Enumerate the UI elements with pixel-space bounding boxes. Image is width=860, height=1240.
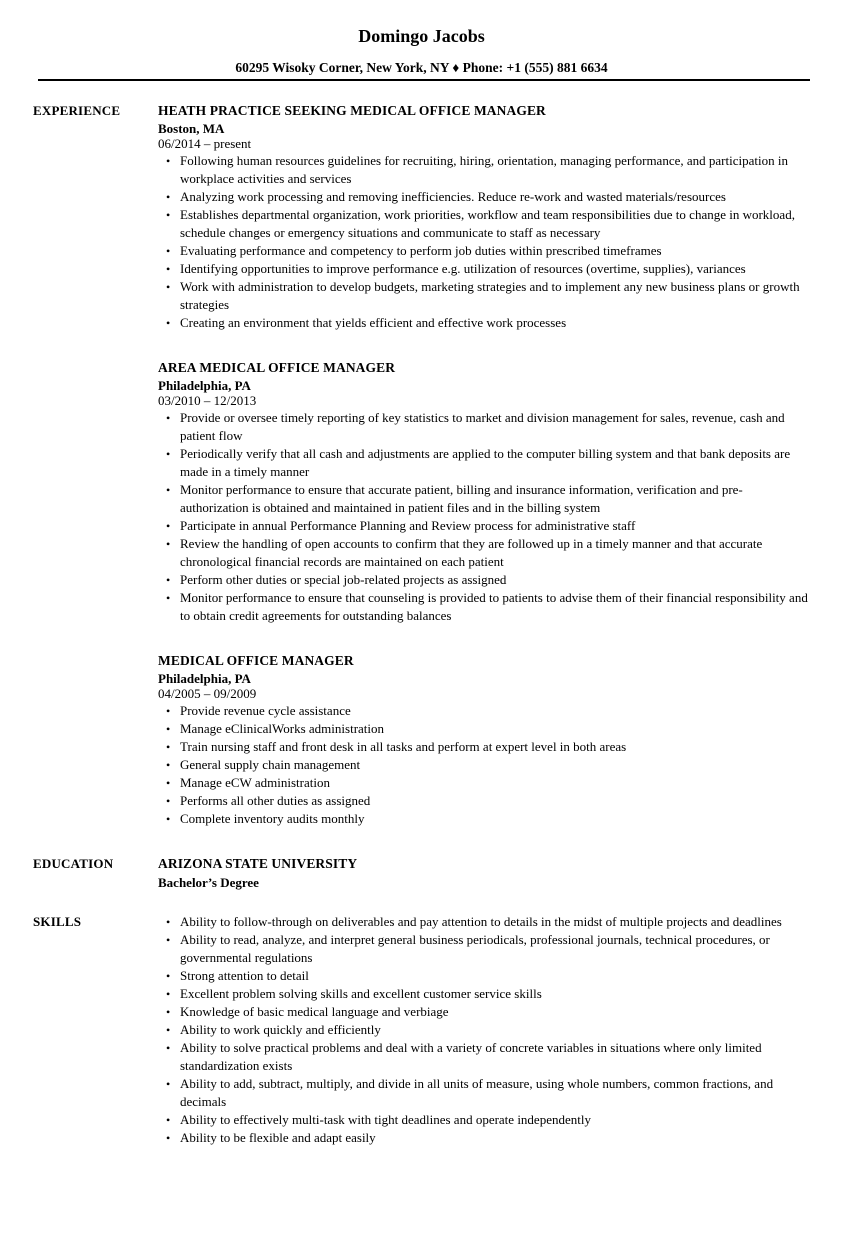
bullet-text: Provide revenue cycle assistance (180, 703, 351, 718)
bullet-text: Participate in annual Performance Planning and Review process for administrative staff (180, 518, 636, 533)
bullet-item (158, 535, 810, 571)
bullet-icon: • (166, 591, 171, 605)
bullet-text: Provide or oversee timely reporting of key statistics to market and division management for sales, revenue, cash and patient flow (180, 410, 785, 443)
bullet-icon: • (166, 262, 171, 276)
bullet-icon: • (166, 316, 171, 330)
bullet-text: Analyzing work processing and removing inefficiencies. Reduce re-work and wasted materials/resources (180, 189, 726, 204)
job-dates: 03/2010 – 12/2013 (158, 393, 257, 408)
bullet-icon: • (166, 280, 171, 294)
job-entry (158, 358, 810, 625)
bullet-item (158, 931, 810, 967)
bullet-icon: • (166, 758, 171, 772)
bullet-item (158, 445, 810, 481)
bullet-text: Ability to be flexible and adapt easily (180, 1130, 376, 1145)
bullet-icon: • (166, 1041, 171, 1055)
bullet-icon: • (166, 794, 171, 808)
bullet-text: Evaluating performance and competency to perform job duties within prescribed timeframes (180, 243, 662, 258)
bullet-item (158, 1075, 810, 1111)
bullet-item (158, 1129, 810, 1147)
candidate-name: Domingo Jacobs (358, 26, 485, 46)
job-title: AREA MEDICAL OFFICE MANAGER (158, 360, 396, 375)
bullet-item (158, 517, 810, 535)
bullet-item (158, 774, 810, 792)
bullet-item (158, 260, 810, 278)
bullet-icon: • (166, 447, 171, 461)
bullet-text: Perform other duties or special job-related projects as assigned (180, 572, 507, 587)
skills-section (33, 912, 810, 1147)
bullet-text: Manage eCW administration (180, 775, 330, 790)
bullet-icon: • (166, 519, 171, 533)
bullet-text: Identifying opportunities to improve performance e.g. utilization of resources (overtime, supplies), variances (180, 261, 746, 276)
experience-label: EXPERIENCE (33, 103, 121, 118)
education-section (33, 854, 810, 892)
job-bullet-list (158, 702, 810, 828)
bullet-icon: • (166, 740, 171, 754)
bullet-icon: • (166, 154, 171, 168)
bullet-text: Ability to add, subtract, multiply, and divide in all units of measure, using whole numbers, common fractions, and decimals (180, 1076, 774, 1109)
bullet-text: Knowledge of basic medical language and verbiage (180, 1004, 449, 1019)
bullet-text: Ability to follow-through on deliverables and pay attention to details in the midst of multiple projects and deadlines (180, 914, 782, 929)
bullet-item (158, 985, 810, 1003)
bullet-icon: • (166, 812, 171, 826)
bullet-item (158, 738, 810, 756)
bullet-item (158, 589, 810, 625)
job-dates: 06/2014 – present (158, 136, 252, 151)
bullet-item (158, 702, 810, 720)
job-location: Boston, MA (158, 121, 225, 136)
bullet-item (158, 1021, 810, 1039)
bullet-icon: • (166, 1113, 171, 1127)
bullet-text: Complete inventory audits monthly (180, 811, 365, 826)
bullet-text: Monitor performance to ensure that accurate patient, billing and insurance information, verification and pre-authorization is obtained and maintained in patient files and in the billing system (180, 482, 743, 515)
bullet-item (158, 571, 810, 589)
bullet-text: Review the handling of open accounts to confirm that they are followed up in a timely manner and that accurate chronological financial records are maintained on each patient (180, 536, 763, 569)
job-title: HEATH PRACTICE SEEKING MEDICAL OFFICE MANAGER (158, 103, 546, 118)
bullet-icon: • (166, 573, 171, 587)
bullet-text: Performs all other duties as assigned (180, 793, 371, 808)
experience-section (33, 101, 810, 828)
bullet-text: Train nursing staff and front desk in all tasks and perform at expert level in both areas (180, 739, 627, 754)
bullet-item (158, 481, 810, 517)
bullet-icon: • (166, 1077, 171, 1091)
bullet-item (158, 152, 810, 188)
bullet-text: Monitor performance to ensure that counseling is provided to patients to advise them of their financial responsibility and to obtain credit agreements for outstanding balances (180, 590, 808, 623)
job-dates: 04/2005 – 09/2009 (158, 686, 257, 701)
experience-content (158, 101, 810, 828)
contact-line: 60295 Wisoky Corner, New York, NY ♦ Phone: +1 (555) 881 6634 (235, 60, 608, 75)
bullet-icon: • (166, 483, 171, 497)
education-label: EDUCATION (33, 856, 114, 871)
bullet-text: Excellent problem solving skills and excellent customer service skills (180, 986, 542, 1001)
bullet-icon: • (166, 987, 171, 1001)
bullet-item (158, 242, 810, 260)
bullet-text: Ability to solve practical problems and deal with a variety of concrete variables in situations where only limited standardization exists (180, 1040, 762, 1073)
bullet-text: Establishes departmental organization, work priorities, workflow and team responsibilities due to change in workload, schedule changes or emergency situations and communicate to staff as necessary (180, 207, 795, 240)
bullet-item (158, 278, 810, 314)
bullet-item (158, 188, 810, 206)
bullet-icon: • (166, 722, 171, 736)
bullet-item (158, 913, 810, 931)
bullet-item (158, 409, 810, 445)
job-entry (158, 101, 810, 332)
job-title: MEDICAL OFFICE MANAGER (158, 653, 354, 668)
bullet-icon: • (166, 1023, 171, 1037)
bullet-icon: • (166, 915, 171, 929)
bullet-text: General supply chain management (180, 757, 361, 772)
bullet-icon: • (166, 208, 171, 222)
bullet-icon: • (166, 969, 171, 983)
bullet-text: Ability to work quickly and efficiently (180, 1022, 381, 1037)
header-divider (38, 79, 810, 81)
bullet-icon: • (166, 933, 171, 947)
bullet-icon: • (166, 1131, 171, 1145)
bullet-item (158, 206, 810, 242)
bullet-icon: • (166, 537, 171, 551)
job-location: Philadelphia, PA (158, 378, 251, 393)
bullet-icon: • (166, 1005, 171, 1019)
bullet-item (158, 756, 810, 774)
bullet-icon: • (166, 190, 171, 204)
job-location: Philadelphia, PA (158, 671, 251, 686)
bullet-text: Ability to effectively multi-task with tight deadlines and operate independently (180, 1112, 591, 1127)
bullet-item (158, 1039, 810, 1075)
job-bullet-list (158, 152, 810, 332)
skills-content (158, 912, 810, 1147)
bullet-item (158, 1111, 810, 1129)
bullet-item (158, 314, 810, 332)
education-school: ARIZONA STATE UNIVERSITY (158, 856, 358, 871)
bullet-text: Work with administration to develop budgets, marketing strategies and to implement any new business plans or growth strategies (180, 279, 800, 312)
bullet-icon: • (166, 411, 171, 425)
skills-bullet-list (158, 913, 810, 1147)
bullet-item (158, 810, 810, 828)
bullet-text: Manage eClinicalWorks administration (180, 721, 385, 736)
bullet-text: Strong attention to detail (180, 968, 309, 983)
job-entry (158, 651, 810, 828)
bullet-text: Ability to read, analyze, and interpret general business periodicals, professional journals, technical procedures, or governmental regulations (180, 932, 770, 965)
resume-header (33, 26, 810, 75)
skills-label: SKILLS (33, 914, 82, 929)
job-bullet-list (158, 409, 810, 625)
bullet-item (158, 720, 810, 738)
bullet-text: Periodically verify that all cash and adjustments are applied to the computer billing system and that bank deposits are made in a timely manner (180, 446, 791, 479)
bullet-item (158, 1003, 810, 1021)
bullet-item (158, 792, 810, 810)
bullet-text: Following human resources guidelines for recruiting, hiring, orientation, managing performance, and participation in workplace activities and services (180, 153, 788, 186)
bullet-icon: • (166, 776, 171, 790)
education-content (158, 854, 810, 892)
bullet-item (158, 967, 810, 985)
bullet-text: Creating an environment that yields efficient and effective work processes (180, 315, 567, 330)
bullet-icon: • (166, 704, 171, 718)
bullet-icon: • (166, 244, 171, 258)
education-degree: Bachelor’s Degree (158, 875, 259, 890)
